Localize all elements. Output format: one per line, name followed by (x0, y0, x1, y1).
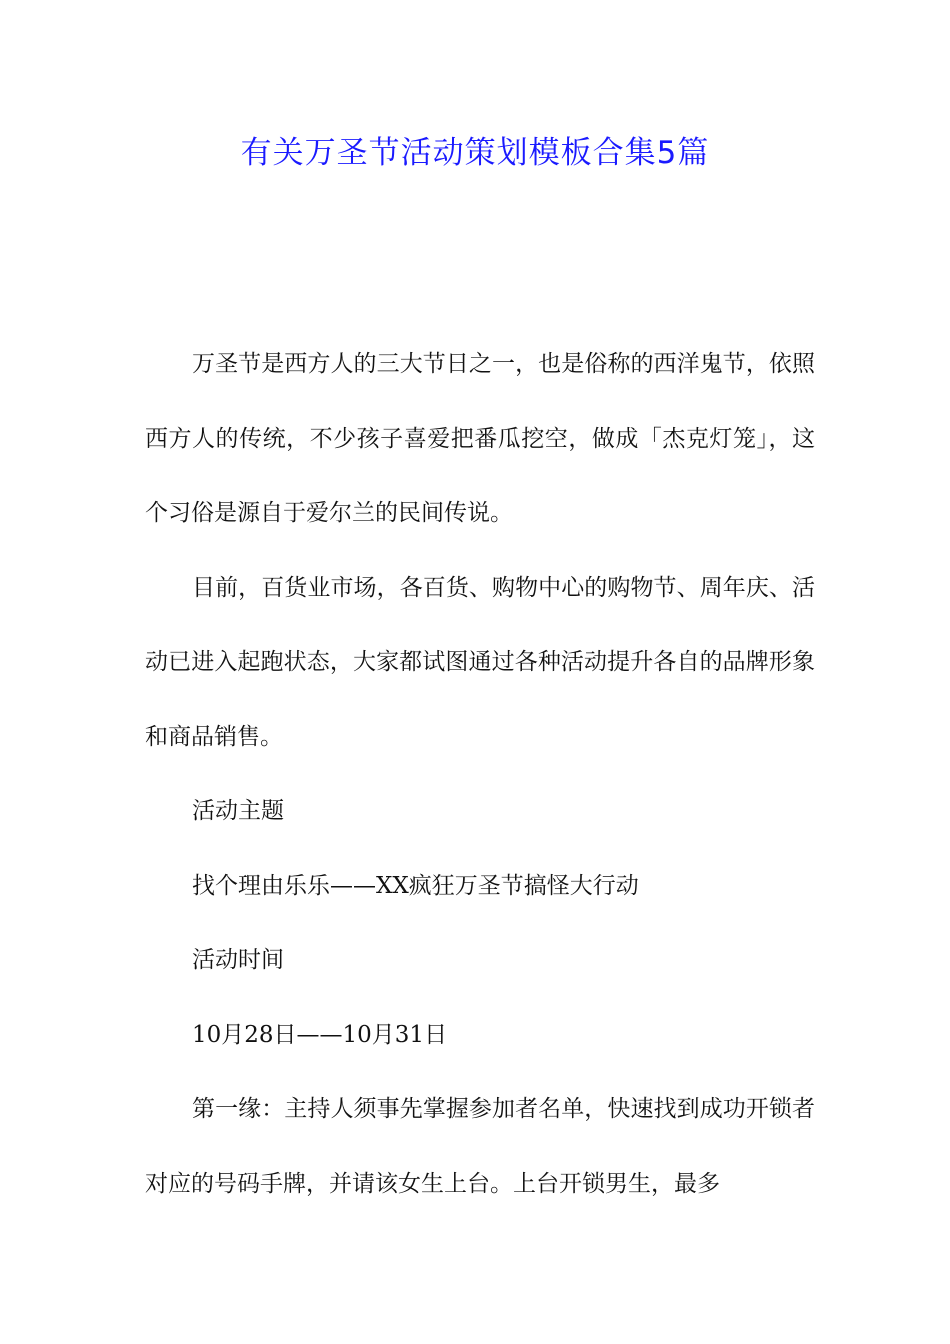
paragraph-time: 10月28日——10月31日 (192, 1021, 448, 1048)
heading-activity-theme: 活动主题 (192, 798, 284, 824)
heading-activity-time: 活动时间 (192, 947, 284, 973)
document-body (145, 327, 815, 1221)
paragraph-first-round: 第一缘：主持人须事先掌握参加者名单，快速找到成功开锁者对应的号码手牌，并请该女生上台。上台开锁男生，最多 (145, 1096, 815, 1197)
document-title: 有关万圣节活动策划模板合集5篇 (240, 135, 710, 171)
paragraph-market: 目前，百货业市场，各百货、购物中心的购物节、周年庆、活动已进入起跑状态，大家都试图通过各种活动提升各自的品牌形象和商品销售。 (145, 574, 815, 750)
paragraph-intro: 万圣节是西方人的三大节日之一，也是俗称的西洋鬼节，依照西方人的传统，不少孩子喜爱把番瓜挖空，做成「杰克灯笼」，这个习俗是源自于爱尔兰的民间传说。 (145, 351, 815, 526)
paragraph-theme: 找个理由乐乐——XX疯狂万圣节搞怪大行动 (192, 872, 639, 899)
